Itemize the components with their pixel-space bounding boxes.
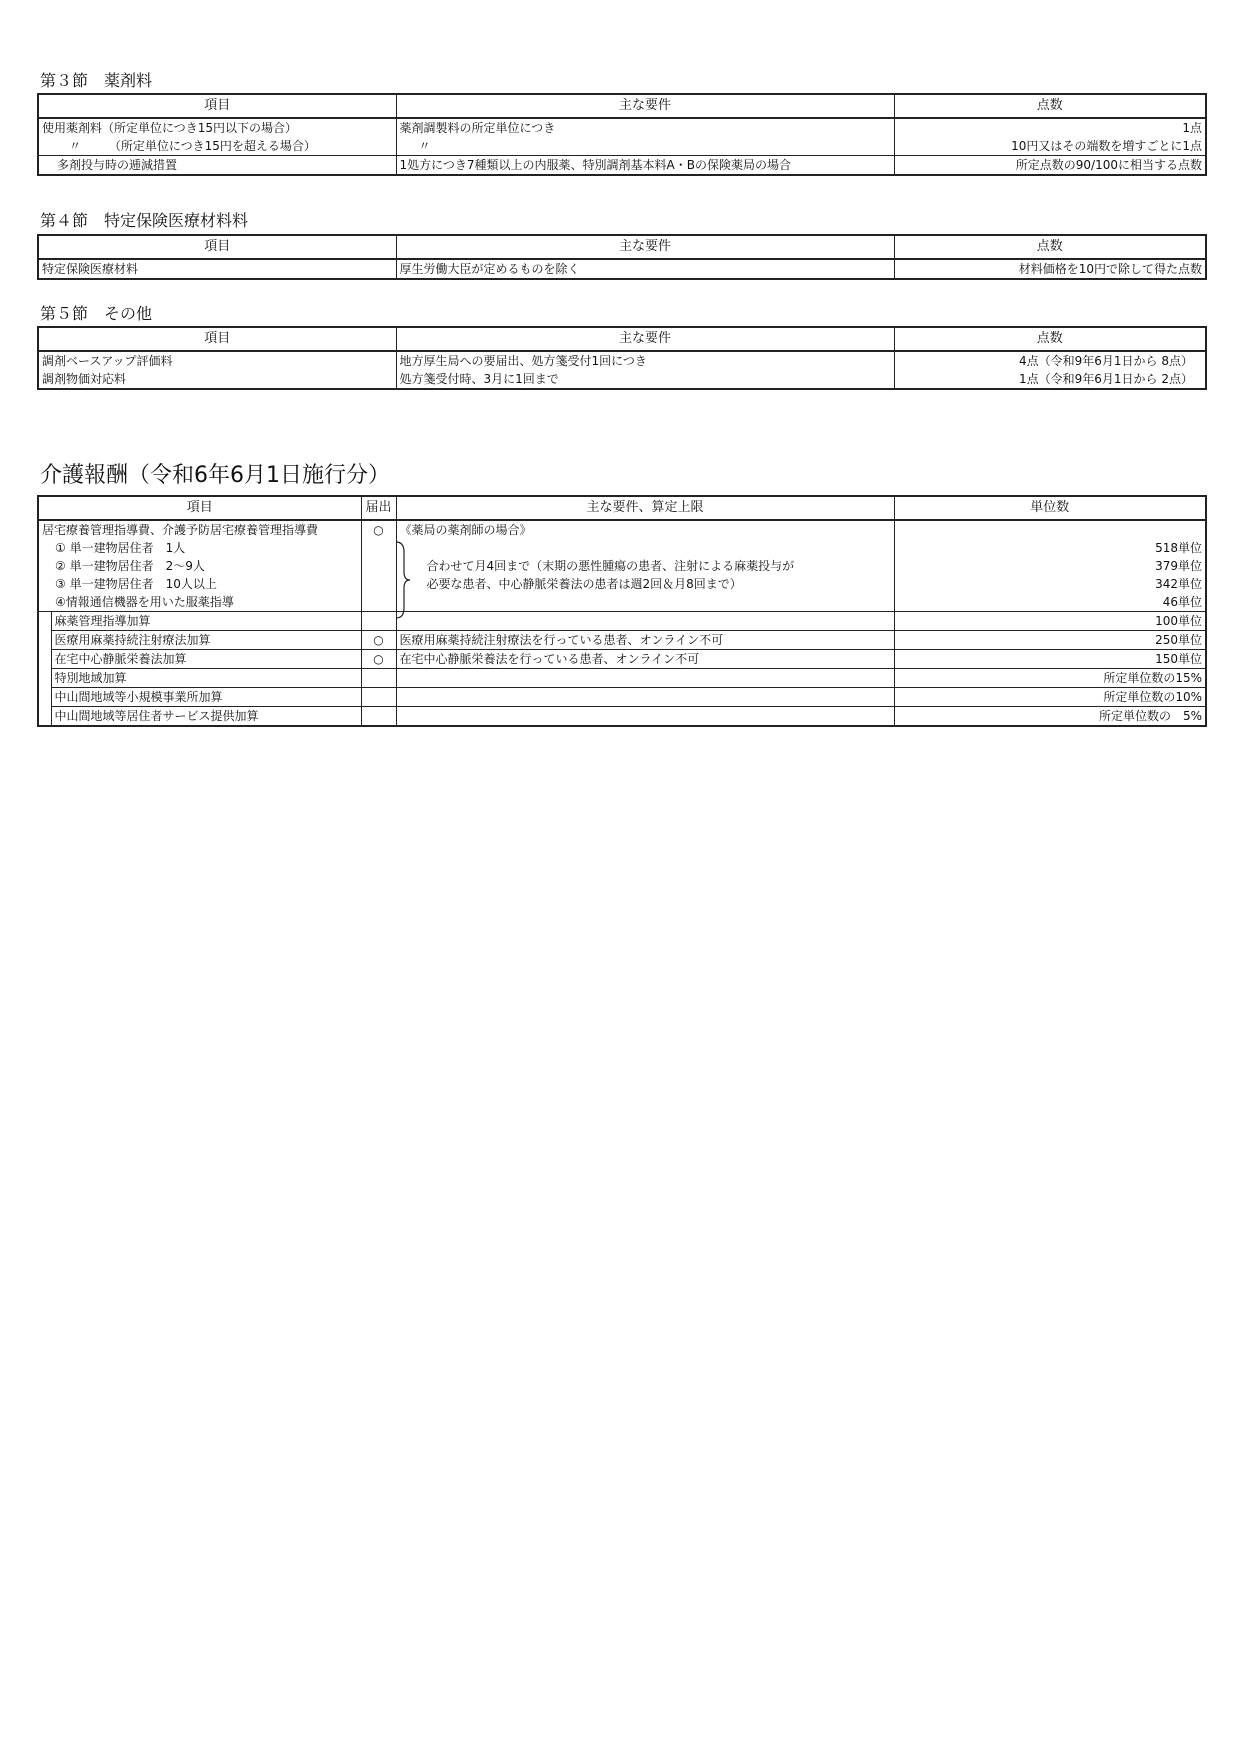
points-cell: 10円又はその端数を増すごとに1点 [894,137,1206,156]
table-row [38,707,1206,727]
notification-cell [361,575,396,593]
requirement-cell: 厚生労働大臣が定めるものを除く [396,259,894,279]
table-row [38,539,1206,557]
units-cell: 150単位 [894,650,1206,669]
notification-cell: ○ [361,520,396,539]
item-cell: 多剤投与時の逓減措置 [38,156,396,176]
bracket-note-line-1: 合わせて月4回まで（末期の悪性腫瘍の患者、注射による麻薬投与が [396,557,894,575]
header-item: 項目 [38,235,396,259]
item-cell: 中山間地域等小規模事業所加算 [51,688,361,707]
item-cell: 在宅中心静脈栄養法加算 [51,650,361,669]
notification-cell [361,593,396,612]
item-cell: 特定保険医療材料 [38,259,396,279]
drug-fee-table [37,93,1207,176]
requirement-cell [396,707,894,727]
item-cell: ② 単一建物居住者 2～9人 [38,557,361,575]
material-fee-table [37,234,1207,280]
kaigo-title: 介護報酬（令和6年6月1日施行分） [40,463,390,488]
requirement-cell: 1処方につき7種類以上の内服薬、特別調剤基本料A・Bの保険薬局の場合 [396,156,894,176]
requirement-cell: 〃 [396,137,894,156]
points-cell: 4点（令和9年6月1日から 8点） [894,351,1206,370]
header-requirement: 主な要件、算定上限 [396,496,894,520]
indent-cell [38,688,51,707]
notification-cell [361,539,396,557]
table-row [38,137,1206,156]
header-requirement: 主な要件 [396,94,894,118]
indent-cell [38,631,51,650]
table-header-row [38,327,1206,351]
requirement-cell: 《薬局の薬剤師の場合》 [396,520,894,539]
units-cell: 100単位 [894,612,1206,631]
requirement-cell [396,612,894,631]
requirement-cell: 薬剤調製料の所定単位につき [396,118,894,137]
table-row [38,557,1206,575]
section-5-title: 第５節 その他 [40,304,153,323]
notification-cell [361,688,396,707]
table-row [38,593,1206,612]
table-row [38,650,1206,669]
curly-brace-icon [394,540,414,620]
indent-cell [38,650,51,669]
header-requirement: 主な要件 [396,327,894,351]
header-notification: 届出 [361,496,396,520]
notification-cell: ○ [361,631,396,650]
item-cell: ① 単一建物居住者 1人 [38,539,361,557]
table-header-row [38,94,1206,118]
table-header-row [38,235,1206,259]
header-units: 単位数 [894,496,1206,520]
item-cell: ④情報通信機器を用いた服薬指導 [38,593,361,612]
units-cell: 所定単位数の10% [894,688,1206,707]
requirement-cell: 地方厚生局への要届出、処方箋受付1回につき [396,351,894,370]
units-cell: 46単位 [894,593,1206,612]
item-cell: 使用薬剤料（所定単位につき15円以下の場合） [38,118,396,137]
header-item: 項目 [38,496,361,520]
item-cell: 調剤ベースアップ評価料 [38,351,396,370]
units-cell: 250単位 [894,631,1206,650]
points-cell: 材料価格を10円で除して得た点数 [894,259,1206,279]
requirement-cell: 在宅中心静脈栄養法を行っている患者、オンライン不可 [396,650,894,669]
item-cell: 特別地域加算 [51,669,361,688]
table-row [38,575,1206,593]
header-requirement: 主な要件 [396,235,894,259]
points-cell: 所定点数の90/100に相当する点数 [894,156,1206,176]
units-cell: 所定単位数の15% [894,669,1206,688]
table-row [38,612,1206,631]
notification-cell [361,669,396,688]
indent-cell [38,612,51,631]
item-cell: 居宅療養管理指導費、介護予防居宅療養管理指導費 [38,520,361,539]
table-row [38,631,1206,650]
units-cell: 所定単位数の 5% [894,707,1206,727]
units-cell: 518単位 [894,539,1206,557]
requirement-cell [396,688,894,707]
requirement-cell: 医療用麻薬持続注射療法を行っている患者、オンライン不可 [396,631,894,650]
header-points: 点数 [894,235,1206,259]
header-points: 点数 [894,327,1206,351]
table-row [38,118,1206,137]
units-cell: 379単位 [894,557,1206,575]
item-cell: ③ 単一建物居住者 10人以上 [38,575,361,593]
kaigo-table [37,495,1207,727]
item-cell: 調剤物価対応料 [38,370,396,389]
header-item: 項目 [38,94,396,118]
table-row [38,688,1206,707]
units-cell: 342単位 [894,575,1206,593]
header-item: 項目 [38,327,396,351]
requirement-cell [396,539,894,557]
table-row [38,669,1206,688]
table-row [38,156,1206,176]
points-cell: 1点 [894,118,1206,137]
other-fee-table [37,326,1207,390]
table-row [38,259,1206,279]
notification-cell: ○ [361,650,396,669]
units-cell [894,520,1206,539]
table-row [38,520,1206,539]
notification-cell [361,707,396,727]
requirement-cell: 処方箋受付時、3月に1回まで [396,370,894,389]
section-4-title: 第４節 特定保険医療材料料 [40,211,249,230]
indent-cell [38,707,51,727]
bracket-note-line-2: 必要な患者、中心静脈栄養法の患者は週2回＆月8回まで） [396,575,894,593]
requirement-cell [396,593,894,612]
table-header-row [38,496,1206,520]
points-cell: 1点（令和9年6月1日から 2点） [894,370,1206,389]
section-3-title: 第３節 薬剤料 [40,71,153,90]
indent-cell [38,669,51,688]
header-points: 点数 [894,94,1206,118]
item-cell: 医療用麻薬持続注射療法加算 [51,631,361,650]
notification-cell [361,612,396,631]
item-cell: 中山間地域等居住者サービス提供加算 [51,707,361,727]
requirement-cell [396,669,894,688]
item-cell: 〃 （所定単位につき15円を超える場合） [38,137,396,156]
notification-cell [361,557,396,575]
table-row [38,370,1206,389]
table-row [38,351,1206,370]
item-cell: 麻薬管理指導加算 [51,612,361,631]
